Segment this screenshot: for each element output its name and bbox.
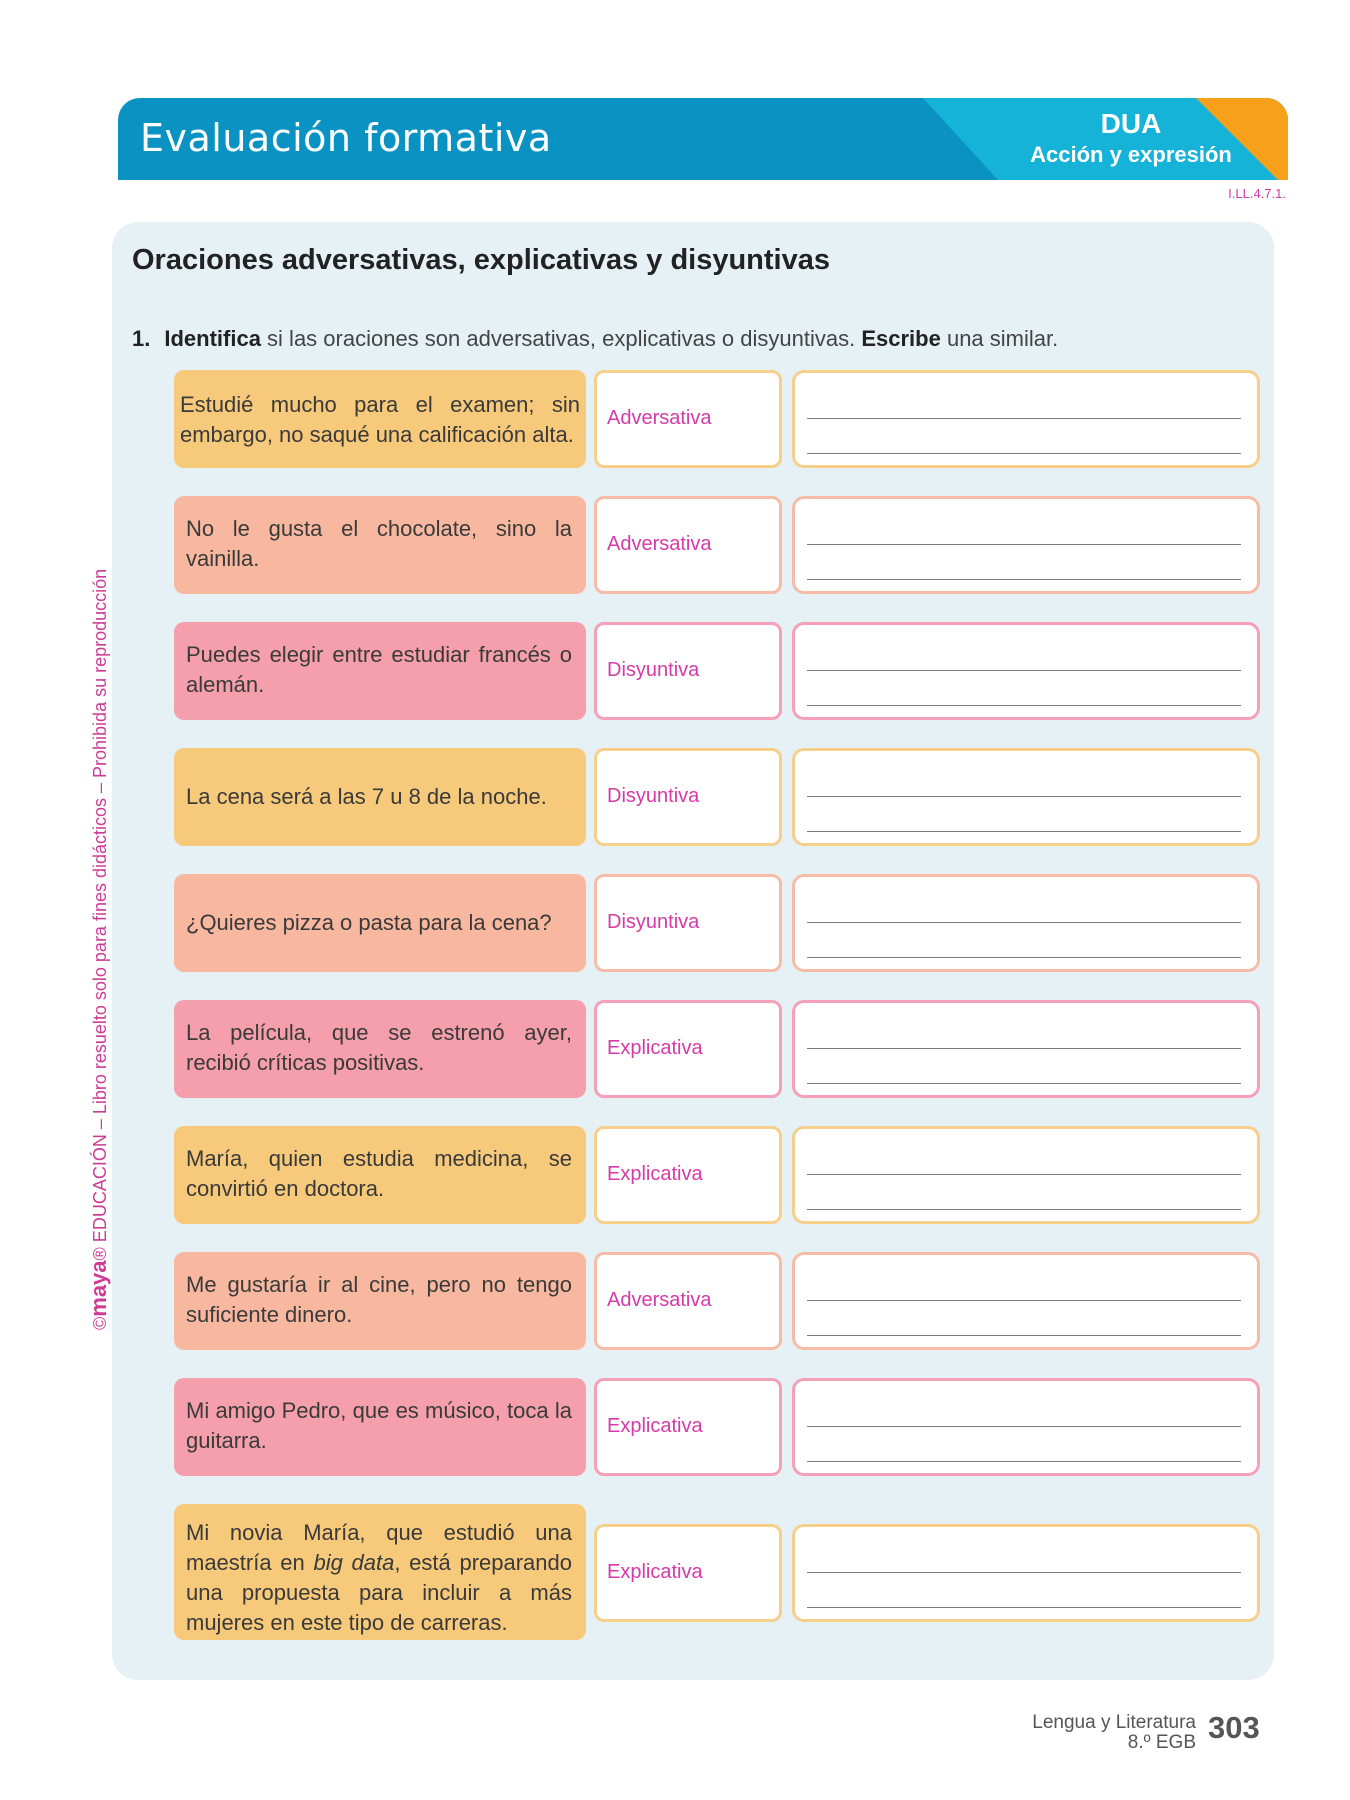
- header-banner: [118, 98, 1288, 180]
- writing-line: [807, 670, 1241, 671]
- footer-subject: [950, 1713, 1196, 1753]
- writing-line: [807, 1572, 1241, 1573]
- answer-text: Adversativa: [607, 407, 712, 429]
- instruction-text-2: una similar.: [940, 326, 1059, 351]
- copyright-symbol: ©: [90, 1316, 110, 1330]
- dua-subtitle: Acción y expresión: [1030, 142, 1232, 167]
- answer-box: [594, 370, 782, 468]
- write-box[interactable]: [792, 1378, 1260, 1476]
- indicator-code: I.LL.4.7.1.: [1228, 186, 1286, 201]
- write-box[interactable]: [792, 1252, 1260, 1350]
- write-box[interactable]: [792, 1524, 1260, 1622]
- instruction: [132, 326, 1058, 352]
- answer-box: [594, 1126, 782, 1224]
- writing-line: [807, 1426, 1241, 1427]
- writing-line: [807, 1300, 1241, 1301]
- sentence-text: Mi novia María, que estudió una maestría en: [186, 1520, 572, 1575]
- answer-text: Disyuntiva: [607, 659, 700, 681]
- writing-line: [807, 1048, 1241, 1049]
- side-copyright: [86, 569, 112, 1330]
- answer-box: [594, 622, 782, 720]
- answer-box: [594, 1524, 782, 1622]
- writing-line: [807, 1335, 1241, 1336]
- instruction-number: 1.: [132, 326, 151, 351]
- answer-text: Adversativa: [607, 1289, 712, 1311]
- grade: 8.º EGB: [1127, 1732, 1196, 1753]
- sentence-box: Estudié mucho para el examen; sin embargo, no saqué una calificación alta.: [174, 370, 586, 468]
- dua-title: DUA: [1100, 108, 1162, 139]
- writing-line: [807, 544, 1241, 545]
- sentence-box: Mi amigo Pedro, que es músico, toca la guitarra.: [174, 1378, 586, 1476]
- writing-line: [807, 418, 1241, 419]
- writing-line: [807, 796, 1241, 797]
- writing-line: [807, 705, 1241, 706]
- sentence-box: Puedes elegir entre estudiar francés o alemán.: [174, 622, 586, 720]
- write-box[interactable]: [792, 496, 1260, 594]
- copyright-text: ® EDUCACIÓN – Libro resuelto solo para fines didácticos – Prohibida su reproducción: [90, 568, 110, 1261]
- write-box[interactable]: [792, 370, 1260, 468]
- sentence-box: ¿Quieres pizza o pasta para la cena?: [174, 874, 586, 972]
- sentence-italic: big data: [313, 1550, 395, 1575]
- sentence-box: La cena será a las 7 u 8 de la noche.: [174, 748, 586, 846]
- write-box[interactable]: [792, 1000, 1260, 1098]
- answer-text: Explicativa: [607, 1163, 703, 1185]
- writing-line: [807, 1174, 1241, 1175]
- writing-line: [807, 1209, 1241, 1210]
- answer-box: [594, 1252, 782, 1350]
- write-box[interactable]: [792, 1126, 1260, 1224]
- page-number: 303: [1208, 1710, 1260, 1745]
- instruction-verb-escribe: Escribe: [861, 326, 941, 351]
- write-box[interactable]: [792, 748, 1260, 846]
- answer-text: Disyuntiva: [607, 785, 700, 807]
- section-title: Oraciones adversativas, explicativas y disyuntivas: [132, 244, 830, 276]
- answer-box: [594, 748, 782, 846]
- sentence-box: La película, que se estrenó ayer, recibió críticas positivas.: [174, 1000, 586, 1098]
- sentence-box: Me gustaría ir al cine, pero no tengo suficiente dinero.: [174, 1252, 586, 1350]
- writing-line: [807, 957, 1241, 958]
- instruction-text-1: si las oraciones son adversativas, explicativas o disyuntivas.: [260, 326, 862, 351]
- answer-box: [594, 874, 782, 972]
- answer-text: Explicativa: [607, 1037, 703, 1059]
- answer-text: Explicativa: [607, 1415, 703, 1437]
- sentence-text: , está preparando una propuesta para incluir a más mujeres en este tipo de carreras.: [186, 1550, 572, 1635]
- sentence-box: No le gusta el chocolate, sino la vainilla.: [174, 496, 586, 594]
- write-box[interactable]: [792, 874, 1260, 972]
- writing-line: [807, 453, 1241, 454]
- answer-text: Disyuntiva: [607, 911, 700, 933]
- answer-box: [594, 1378, 782, 1476]
- answer-box: [594, 1000, 782, 1098]
- answer-box: [594, 496, 782, 594]
- instruction-verb-identifica: Identifica: [164, 326, 261, 351]
- write-box[interactable]: [792, 622, 1260, 720]
- writing-line: [807, 831, 1241, 832]
- brand-logo: maya: [86, 1260, 111, 1317]
- writing-line: [807, 1607, 1241, 1608]
- writing-line: [807, 922, 1241, 923]
- answer-text: Explicativa: [607, 1561, 703, 1583]
- writing-line: [807, 579, 1241, 580]
- writing-line: [807, 1461, 1241, 1462]
- writing-line: [807, 1083, 1241, 1084]
- page-title: Evaluación formativa: [140, 116, 552, 160]
- sentence-box: María, quien estudia medicina, se convirtió en doctora.: [174, 1126, 586, 1224]
- sentence-box: [174, 1504, 586, 1640]
- answer-text: Adversativa: [607, 533, 712, 555]
- subject-name: Lengua y Literatura: [1032, 1712, 1196, 1733]
